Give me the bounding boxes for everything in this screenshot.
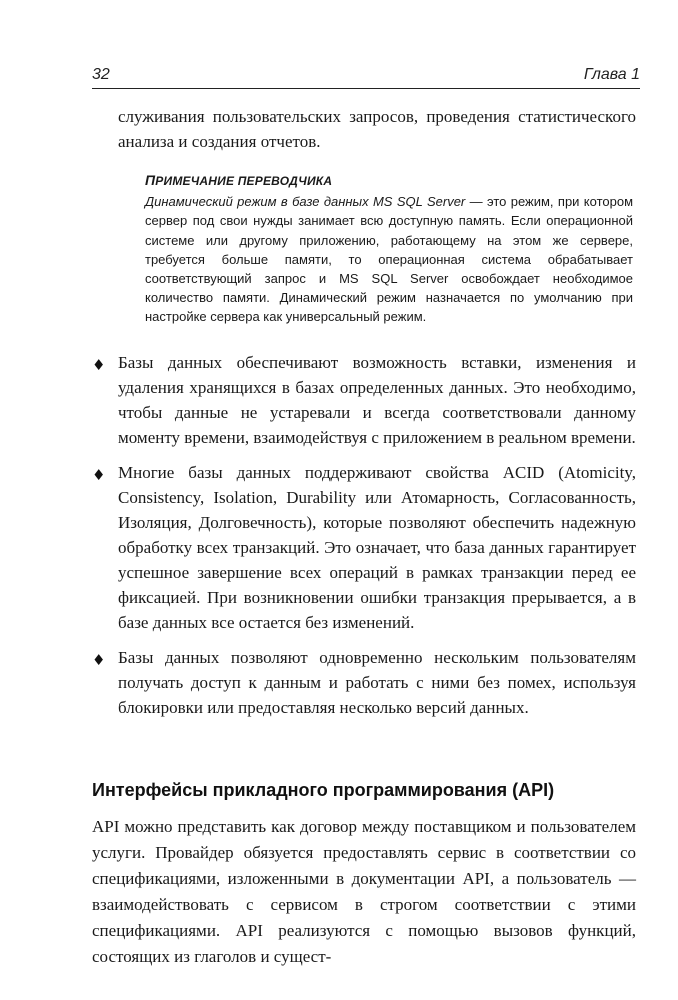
- diamond-bullet-icon: ♦: [92, 356, 106, 374]
- diamond-bullet-icon: ♦: [92, 651, 106, 669]
- section-paragraph: [92, 814, 636, 970]
- page-header: [92, 62, 640, 89]
- list-item: [92, 460, 636, 635]
- bullet-text: Многие базы данных поддерживают свойства ACID (Atomicity, Consistency, Isolation, Durability или Атомарность, Согласованность, Изоляция, Долговечность), которые позволяют обеспечить надежную обработку всех транзакций. Это означает, что база данных гарантирует успешное завершение всех операций в рамках транзакции перед ее фиксацией. При возникновении ошибки транзакция прерывается, а в базе данных все остается без изменений.: [118, 463, 636, 632]
- bullet-text: Базы данных позволяют одновременно нескольким пользователям получать доступ к данным и работать с ними без помех, используя блокировки или предоставляя несколько версий данных.: [118, 648, 636, 717]
- note-title-rest: РИМЕЧАНИЕ ПЕРЕВОДЧИКА: [155, 174, 333, 188]
- note-body: [145, 192, 633, 326]
- bullet-list: [92, 350, 636, 730]
- list-item: [92, 350, 636, 450]
- page-number: 32: [92, 66, 110, 83]
- diamond-bullet-icon: ♦: [92, 466, 106, 484]
- list-item: [92, 645, 636, 720]
- section-text: API можно представить как договор между поставщиком и пользователем услуги. Провайдер обязуется предоставлять сервис в соответствии со спецификациями, изложенными в документации API, а пользователь — взаимодействовать с сервисом в строгом соответствии с этими спецификациями. API реализуются с помощью вызовов функций, состоящих из глаголов и сущест-: [92, 817, 636, 966]
- bullet-text: Базы данных обеспечивают возможность вставки, изменения и удаления хранящихся в базах определенных данных. Это необходимо, чтобы данные не устаревали и всегда соответствовали данному моменту времени, взаимодействуя с приложением в реальном времени.: [118, 353, 636, 447]
- note-term: Динамический режим в базе данных MS SQL Server: [145, 194, 466, 210]
- note-title-first-letter: П: [145, 172, 156, 188]
- intro-paragraph: [118, 104, 636, 154]
- note-title: [145, 171, 633, 191]
- chapter-title: Глава 1: [583, 66, 640, 83]
- translator-note: [145, 171, 633, 327]
- note-text: — это режим, при котором сервер под свои нужды занимает всю доступную память. Если операционной системе или другому приложению, работающему на этом же сервере, требуется больше памяти, то операционная система обрабатывает соответствующий запрос и MS SQL Server освобождает необходимое количество памяти. Динамический режим назначается по умолчанию при настройке сервера как универсальный режим.: [145, 194, 634, 325]
- intro-text: служивания пользовательских запросов, проведения статистического анализа и создания отчетов.: [118, 107, 636, 151]
- section-heading: Интерфейсы прикладного программирования (API): [92, 780, 555, 800]
